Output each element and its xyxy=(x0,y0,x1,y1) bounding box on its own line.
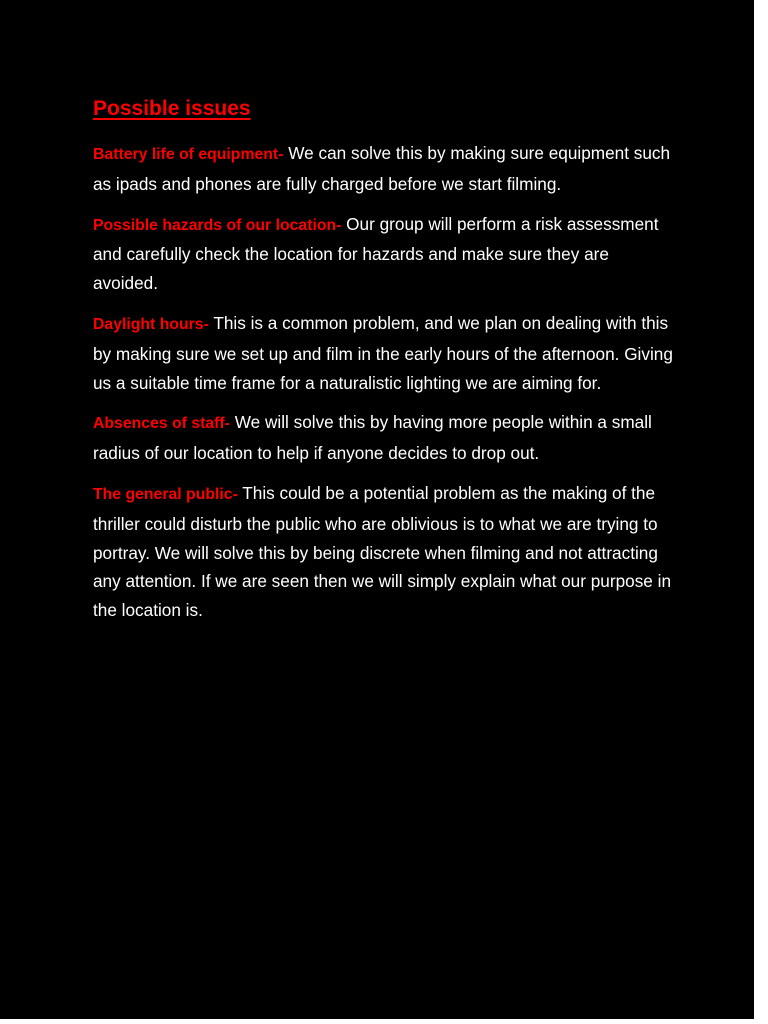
document-content xyxy=(93,94,673,636)
issue-text: We can solve this by making sure equipment such as ipads and phones are fully charged before we start filming. xyxy=(93,143,671,194)
issue-term: Battery life of equipment- xyxy=(93,146,284,163)
issue-term: The general public- xyxy=(93,485,238,503)
issue-paragraph-public xyxy=(93,479,673,625)
issue-paragraph-daylight xyxy=(93,309,673,397)
issue-paragraph-battery xyxy=(93,139,673,199)
issue-text: This could be a potential problem as the making of the thriller could disturb the public who are oblivious is to what we are trying to portray. We will solve this by being discrete when filming and not attracting any attention. If we are seen then we will simply explain what our purpose in the location is. xyxy=(93,482,672,621)
page-title: Possible issues xyxy=(93,97,251,120)
issue-term: Possible hazards of our location- xyxy=(93,216,342,234)
issue-text: We will solve this by having more people within a small radius of our location to help if anyone decides to drop out. xyxy=(93,412,652,464)
issue-paragraph-staff xyxy=(93,408,673,468)
issue-term: Absences of staff- xyxy=(93,415,230,433)
issue-paragraph-hazards xyxy=(93,210,673,298)
issue-term: Daylight hours- xyxy=(93,315,209,333)
issue-text: This is a common problem, and we plan on dealing with this by making sure we set up and film in the early hours of the afternoon. Giving us a suitable time frame for a naturalistic lighting we are aiming for. xyxy=(93,312,673,393)
issue-text: Our group will perform a risk assessment and carefully check the location for hazards and make sure they are avoided. xyxy=(93,213,659,294)
